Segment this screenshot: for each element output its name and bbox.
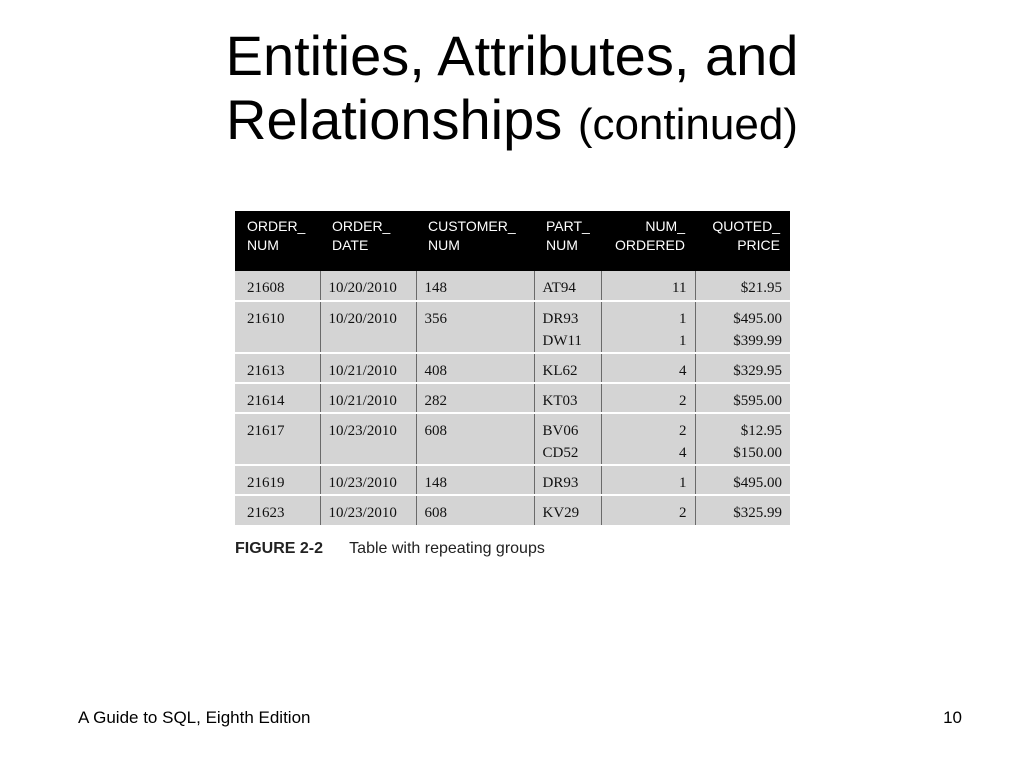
header-order-num: ORDER_ NUM [235, 211, 320, 271]
table-row [235, 383, 790, 413]
cell-num-ordered: 2 [601, 383, 695, 413]
cell-order-date: 10/23/2010 [320, 495, 416, 525]
figure-table [235, 211, 790, 522]
table-row [235, 413, 790, 465]
cell-order-num: 21617 [235, 413, 320, 465]
table-header-row [235, 211, 790, 271]
cell-order-date: 10/20/2010 [320, 301, 416, 353]
cell-order-num: 21608 [235, 271, 320, 301]
cell-num-ordered: 1 1 [601, 301, 695, 353]
cell-customer-num: 356 [416, 301, 534, 353]
cell-part-num: KV29 [534, 495, 601, 525]
cell-num-ordered: 11 [601, 271, 695, 301]
cell-part-num: DR93 DW11 [534, 301, 601, 353]
cell-quoted-price: $495.00 $399.99 [695, 301, 790, 353]
cell-num-ordered: 4 [601, 353, 695, 383]
header-order-date: ORDER_ DATE [320, 211, 416, 271]
cell-customer-num: 608 [416, 413, 534, 465]
header-num-ordered: NUM_ ORDERED [601, 211, 695, 271]
cell-order-date: 10/23/2010 [320, 413, 416, 465]
table-row [235, 465, 790, 495]
cell-part-num: AT94 [534, 271, 601, 301]
title-line-1: Entities, Attributes, and [225, 24, 799, 87]
cell-order-date: 10/20/2010 [320, 271, 416, 301]
cell-customer-num: 408 [416, 353, 534, 383]
cell-part-num: KL62 [534, 353, 601, 383]
title-line-2 [0, 88, 1024, 157]
cell-customer-num: 282 [416, 383, 534, 413]
figure-caption-text: Table with repeating groups [349, 540, 545, 557]
cell-part-num: DR93 [534, 465, 601, 495]
figure-label: FIGURE 2-2 [235, 540, 324, 557]
header-quoted-price: QUOTED_ PRICE [695, 211, 790, 271]
cell-quoted-price: $21.95 [695, 271, 790, 301]
cell-customer-num: 148 [416, 271, 534, 301]
title-main: Relationships [226, 88, 563, 151]
cell-num-ordered: 2 [601, 495, 695, 525]
table-row [235, 301, 790, 353]
header-part-num: PART_ NUM [534, 211, 601, 271]
cell-quoted-price: $12.95 $150.00 [695, 413, 790, 465]
cell-quoted-price: $329.95 [695, 353, 790, 383]
cell-quoted-price: $325.99 [695, 495, 790, 525]
table-row [235, 271, 790, 301]
cell-order-num: 21613 [235, 353, 320, 383]
cell-order-num: 21610 [235, 301, 320, 353]
orders-table [235, 211, 790, 525]
figure-caption [235, 540, 545, 558]
cell-customer-num: 148 [416, 465, 534, 495]
slide-title [0, 24, 1024, 157]
cell-order-num: 21623 [235, 495, 320, 525]
cell-part-num: BV06 CD52 [534, 413, 601, 465]
cell-num-ordered: 2 4 [601, 413, 695, 465]
cell-order-date: 10/21/2010 [320, 383, 416, 413]
cell-order-num: 21614 [235, 383, 320, 413]
header-customer-num: CUSTOMER_ NUM [416, 211, 534, 271]
cell-order-date: 10/23/2010 [320, 465, 416, 495]
cell-part-num: KT03 [534, 383, 601, 413]
cell-customer-num: 608 [416, 495, 534, 525]
footer-book-title: A Guide to SQL, Eighth Edition [78, 708, 311, 727]
cell-quoted-price: $495.00 [695, 465, 790, 495]
table-row [235, 353, 790, 383]
cell-num-ordered: 1 [601, 465, 695, 495]
title-continued: (continued) [577, 100, 798, 149]
cell-quoted-price: $595.00 [695, 383, 790, 413]
cell-order-date: 10/21/2010 [320, 353, 416, 383]
footer-page-number: 10 [943, 708, 962, 727]
cell-order-num: 21619 [235, 465, 320, 495]
table-row [235, 495, 790, 525]
